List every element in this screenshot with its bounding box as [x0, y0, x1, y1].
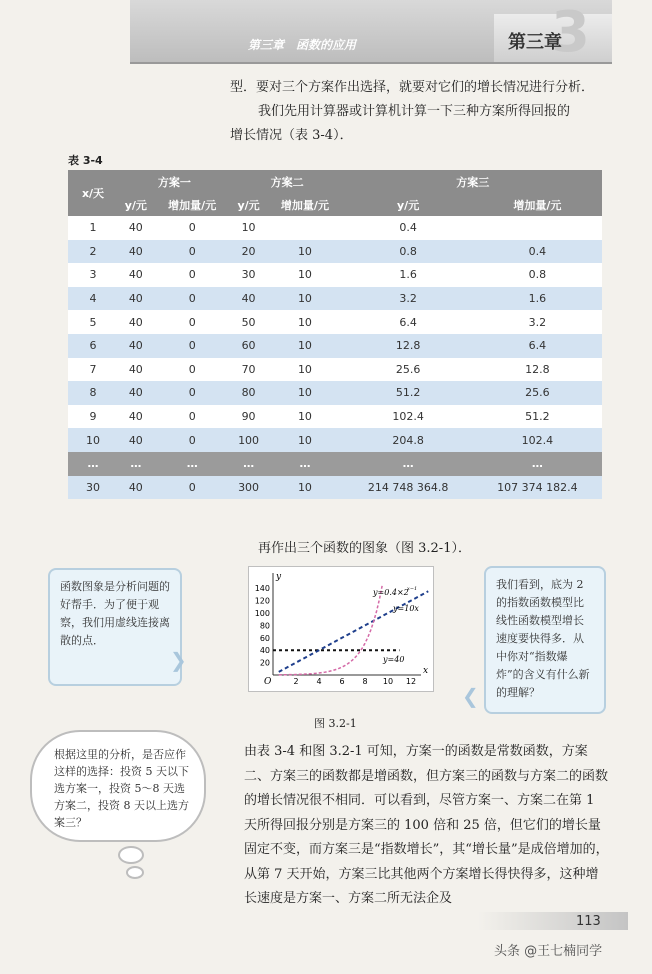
- table-row: [68, 263, 602, 287]
- x-tick-label: 8: [362, 677, 368, 686]
- table-cell: 40: [118, 216, 154, 240]
- table-cell: 40: [118, 381, 154, 405]
- page-number: 113: [576, 914, 601, 929]
- table-cell: 10: [266, 358, 343, 382]
- table-cell: 40: [118, 310, 154, 334]
- table-cell: 12.8: [473, 358, 602, 382]
- table-cell: 40: [118, 263, 154, 287]
- table-row: [68, 287, 602, 311]
- table-cell-x: 8: [68, 381, 118, 405]
- table-cell: 30: [231, 263, 267, 287]
- table-row: [68, 405, 602, 429]
- table-cell: 1.6: [473, 287, 602, 311]
- x-tick-label: 10: [382, 677, 394, 686]
- table-cell: 3.2: [473, 310, 602, 334]
- table-cell: 107 374 182.4: [473, 476, 602, 500]
- table-cell: 70: [231, 358, 267, 382]
- table-cell: 10: [266, 310, 343, 334]
- table-cell: 102.4: [344, 405, 473, 429]
- exponential-exponent-label: x−1: [407, 586, 418, 592]
- y-subheader: y/元: [344, 193, 473, 216]
- function-graph-figure: [248, 566, 434, 692]
- increase-subheader: 增加量/元: [473, 193, 602, 216]
- chapter-number-decoration: 3: [551, 0, 590, 65]
- intro-line-3: 增长情况（表 3-4）．: [230, 128, 353, 143]
- table-row: [68, 428, 602, 452]
- table-cell-x: 5: [68, 310, 118, 334]
- table-cell-x: 10: [68, 428, 118, 452]
- table-cell: 40: [118, 240, 154, 264]
- table-cell: 204.8: [344, 428, 473, 452]
- table-row: [68, 334, 602, 358]
- table-cell: 6.4: [344, 310, 473, 334]
- table-cell: 0: [154, 263, 231, 287]
- table-row: [68, 452, 602, 476]
- table-cell: 51.2: [473, 405, 602, 429]
- table-cell: 10: [266, 287, 343, 311]
- table-cell: 40: [118, 405, 154, 429]
- table-row: [68, 358, 602, 382]
- right-side-note: 我们看到，底为 2 的指数函数模型比线性函数模型增长速度要快得多．从中你对“指数爆炸”的含义有什么新的理解？: [484, 566, 606, 714]
- chapter-tab-label: 第三章: [508, 32, 562, 53]
- table-cell: 0.8: [344, 240, 473, 264]
- table-cell-x: 3: [68, 263, 118, 287]
- watermark: 头条 @王七楠同学: [494, 944, 603, 959]
- plan-1-header: 方案一: [118, 170, 231, 193]
- table-cell: 40: [118, 358, 154, 382]
- table-row: [68, 476, 602, 500]
- table-cell: 10: [266, 263, 343, 287]
- table-cell: 1.6: [344, 263, 473, 287]
- footer-decoration: [478, 912, 628, 930]
- table-cell-x: 4: [68, 287, 118, 311]
- y-subheader: y/元: [231, 193, 267, 216]
- y-tick-label: 120: [254, 596, 270, 606]
- table-cell: …: [231, 452, 267, 476]
- table-cell: 0.8: [473, 263, 602, 287]
- y-tick-label: 140: [254, 584, 270, 594]
- constant-curve-label: y=40: [383, 655, 405, 665]
- table-cell: 40: [118, 428, 154, 452]
- intro-line-1: 型．要对三个方案作出选择，就要对它们的增长情况进行分析．: [230, 80, 595, 95]
- table-cell: 10: [266, 381, 343, 405]
- function-graph: [249, 567, 433, 691]
- table-cell: 300: [231, 476, 267, 500]
- table-cell: 40: [118, 287, 154, 311]
- thought-cloud-tail-icon: [126, 866, 144, 879]
- table-cell-x: 1: [68, 216, 118, 240]
- table-cell: 102.4: [473, 428, 602, 452]
- x-tick-label: 4: [316, 677, 322, 686]
- table-cell: 0.4: [344, 216, 473, 240]
- table-cell: 51.2: [344, 381, 473, 405]
- arrow-left-icon: ❮: [462, 684, 479, 708]
- plan-3-header: 方案三: [344, 170, 603, 193]
- chapter-title: 第三章 函数的应用: [248, 38, 357, 52]
- x-tick-label: 12: [405, 677, 417, 686]
- table-cell: 6.4: [473, 334, 602, 358]
- figure-intro-line: 再作出三个函数的图象（图 3.2-1）．: [258, 541, 471, 556]
- table-cell: 40: [118, 476, 154, 500]
- y-axis-label: y: [276, 572, 282, 582]
- table-cell: …: [154, 452, 231, 476]
- table-cell: 0.4: [473, 240, 602, 264]
- figure-caption: 图 3.2-1: [314, 717, 357, 730]
- table-row: [68, 216, 602, 240]
- table-cell: 3.2: [344, 287, 473, 311]
- left-side-note: 函数图象是分析问题的好帮手．为了便于观察，我们用虚线连接离散的点．: [48, 568, 182, 686]
- table-cell-x: 6: [68, 334, 118, 358]
- intro-line-2: 我们先用计算器或计算机计算一下三种方案所得回报的: [258, 104, 571, 119]
- table-cell: 0: [154, 287, 231, 311]
- table-cell: 0: [154, 428, 231, 452]
- increase-subheader: 增加量/元: [266, 193, 343, 216]
- table-cell: 60: [231, 334, 267, 358]
- table-cell: 0: [154, 405, 231, 429]
- chapter-tab: [494, 0, 612, 65]
- table-label: 表 3-4: [68, 154, 103, 167]
- table-cell: 0: [154, 334, 231, 358]
- table-cell: 214 748 364.8: [344, 476, 473, 500]
- table-cell-x: 30: [68, 476, 118, 500]
- exponential-curve-label: y=0.4×2: [373, 588, 409, 597]
- y-subheader: y/元: [118, 193, 154, 216]
- chapter-header: [130, 0, 612, 64]
- x-axis-label: x: [423, 666, 429, 676]
- y-tick-label: 60: [259, 633, 270, 643]
- table-cell: 0: [154, 216, 231, 240]
- table-cell: 0: [154, 358, 231, 382]
- table-cell: 12.8: [344, 334, 473, 358]
- table-cell: 10: [266, 476, 343, 500]
- table-cell-x: 7: [68, 358, 118, 382]
- origin-label: O: [264, 677, 272, 687]
- table-cell: 10: [266, 405, 343, 429]
- table-cell: 10: [266, 240, 343, 264]
- x-tick-label: 6: [339, 677, 345, 686]
- table-cell: …: [473, 452, 602, 476]
- arrow-right-icon: ❯: [170, 648, 187, 672]
- table-cell: 80: [231, 381, 267, 405]
- table-cell: 0: [154, 381, 231, 405]
- table-cell: 10: [266, 334, 343, 358]
- table-cell: …: [344, 452, 473, 476]
- table-cell: 25.6: [473, 381, 602, 405]
- y-tick-label: 40: [259, 646, 270, 656]
- linear-curve-label: y=10x: [393, 604, 419, 613]
- table-cell: 10: [266, 428, 343, 452]
- table-cell: 40: [231, 287, 267, 311]
- x-tick-label: 2: [293, 677, 299, 686]
- table-cell: 20: [231, 240, 267, 264]
- table-cell: 100: [231, 428, 267, 452]
- thought-cloud-note: 根据这里的分析，是否应作这样的选择：投资 5 天以下选方案一，投资 5～8 天选方案二，投资 8 天以上选方案三？: [30, 730, 206, 842]
- table-row: [68, 240, 602, 264]
- table-row: [68, 381, 602, 405]
- table-cell: 0: [154, 476, 231, 500]
- table-cell: 25.6: [344, 358, 473, 382]
- table-cell: 10: [231, 216, 267, 240]
- table-cell: 40: [118, 334, 154, 358]
- table-row: [68, 310, 602, 334]
- plan-2-header: 方案二: [231, 170, 344, 193]
- table-cell: 50: [231, 310, 267, 334]
- x-column-header: x/天: [68, 170, 118, 216]
- y-tick-label: 100: [254, 609, 270, 618]
- table-cell: [473, 216, 602, 240]
- table-cell: 90: [231, 405, 267, 429]
- table-cell-x: 9: [68, 405, 118, 429]
- thought-cloud-tail-icon: [118, 846, 144, 864]
- y-tick-label: 80: [259, 621, 270, 631]
- body-paragraph: 由表 3-4 和图 3.2-1 可知，方案一的函数是常数函数，方案二、方案三的函数都是增函数，但方案三的函数与方案二的函数的增长情况很不相同．可以看到，尽管方案一、方案二在第 1 天所得回报分别是方案三的 100 倍和 25 倍，但它们的增长量固定不变，而方案三是“指数增长”，其“增长量”是成倍增加的，从第 7 天开始，方案三比其他两个方案增长得快得多，这种增长速度是方案一、方案二所无法企及: [244, 744, 609, 906]
- table-cell: [266, 216, 343, 240]
- y-tick-label: 20: [259, 658, 270, 668]
- table-cell: 0: [154, 310, 231, 334]
- table-cell: …: [118, 452, 154, 476]
- increase-subheader: 增加量/元: [154, 193, 231, 216]
- table-cell-x: …: [68, 452, 118, 476]
- table-cell: 0: [154, 240, 231, 264]
- exponential-function-line: [279, 585, 383, 675]
- table-cell-x: 2: [68, 240, 118, 264]
- data-table: [68, 170, 602, 499]
- table-cell: …: [266, 452, 343, 476]
